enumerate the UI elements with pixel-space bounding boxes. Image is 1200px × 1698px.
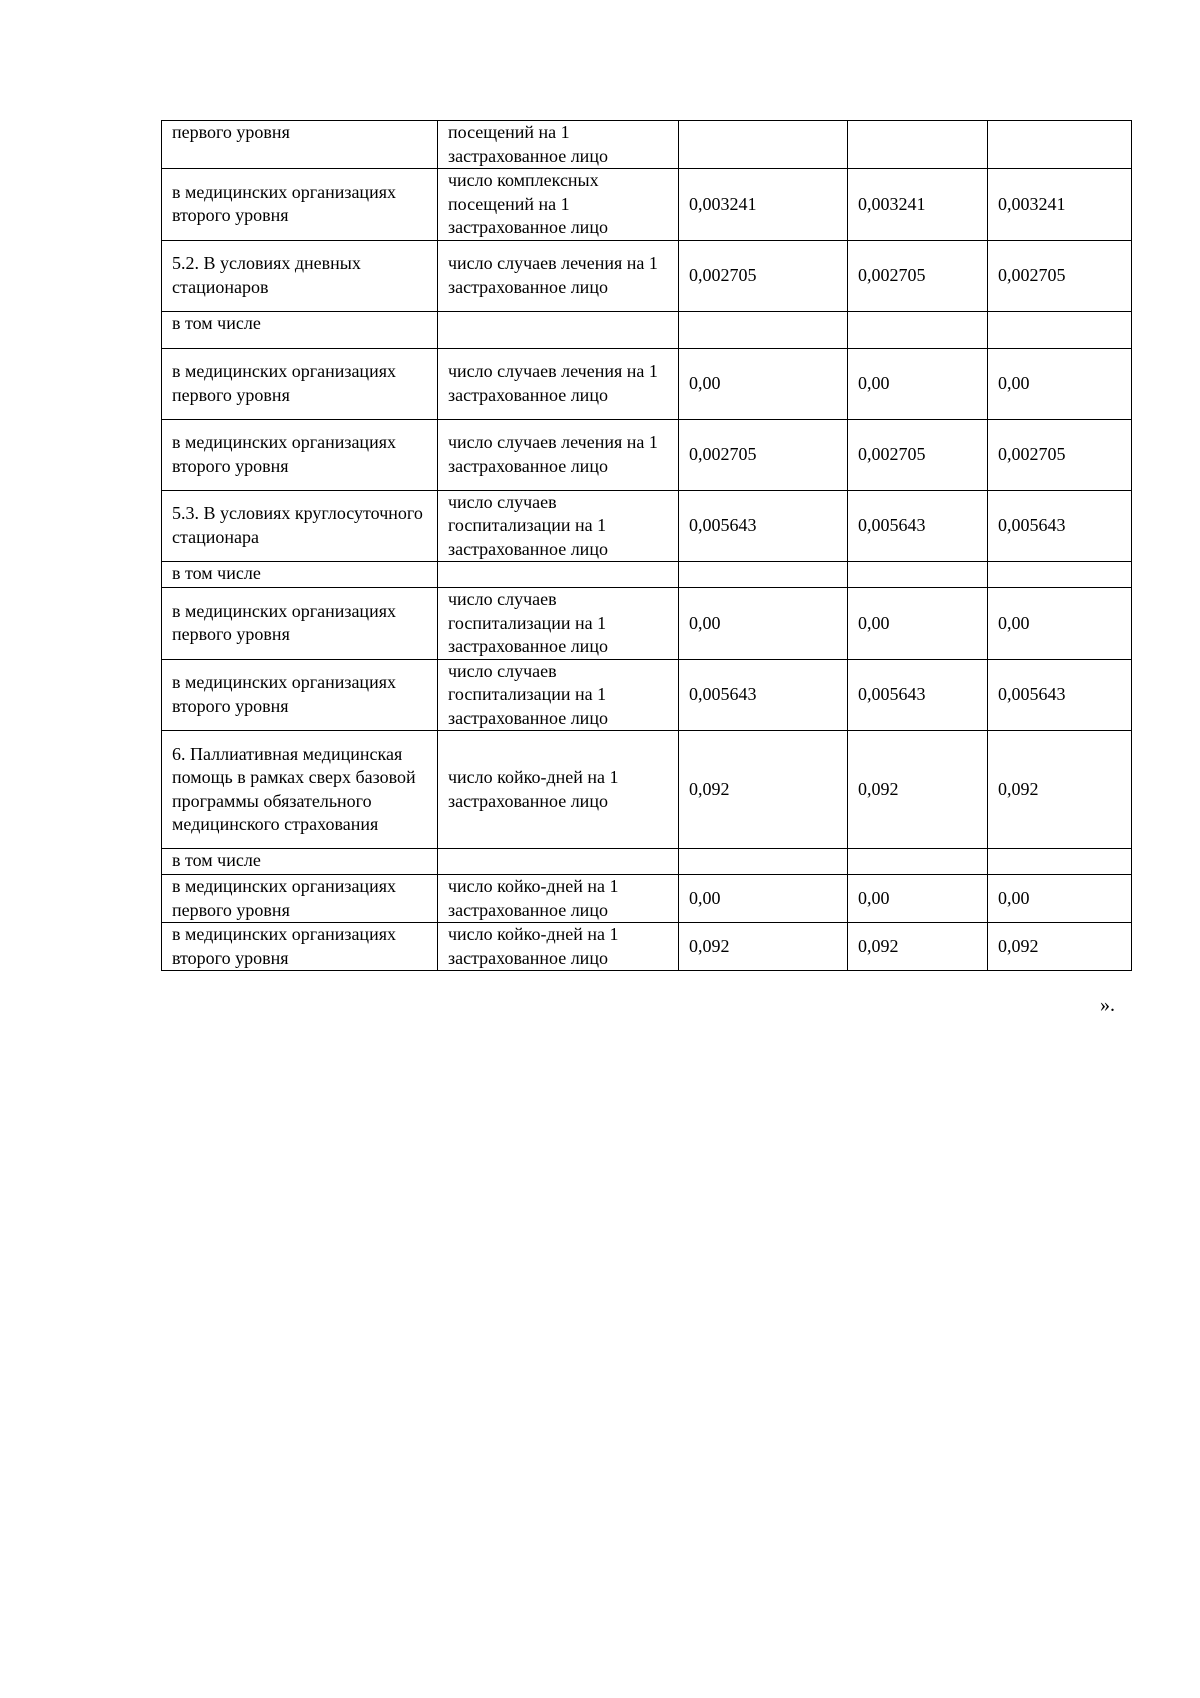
value-cell-year-2: 0,003241 (848, 169, 988, 241)
value-cell-year-1: 0,003241 (679, 169, 848, 241)
table-row (162, 311, 1132, 348)
value-cell-year-1: 0,092 (679, 923, 848, 971)
value-cell-year-3: 0,002705 (988, 419, 1132, 490)
value-cell-year-3: 0,092 (988, 731, 1132, 849)
value-cell-year-1: 0,005643 (679, 659, 848, 731)
value-cell-year-2: 0,00 (848, 875, 988, 923)
unit-of-measure-cell: число случаев госпитализации на 1 застрахованное лицо (438, 588, 679, 660)
table-row (162, 348, 1132, 419)
value-cell-year-3: 0,002705 (988, 240, 1132, 311)
unit-of-measure-cell: число случаев лечения на 1 застрахованное лицо (438, 419, 679, 490)
table-row (162, 923, 1132, 971)
value-cell-year-3: 0,00 (988, 348, 1132, 419)
table-row (162, 419, 1132, 490)
unit-of-measure-cell: посещений на 1 застрахованное лицо (438, 121, 679, 169)
indicators-table (161, 120, 1132, 971)
value-cell-year-2 (848, 311, 988, 348)
table-row (162, 659, 1132, 731)
indicator-name-cell: в медицинских организациях второго уровня (162, 923, 438, 971)
value-cell-year-3: 0,092 (988, 923, 1132, 971)
value-cell-year-2 (848, 121, 988, 169)
indicator-name-cell: в том числе (162, 849, 438, 875)
value-cell-year-3 (988, 311, 1132, 348)
table-row (162, 562, 1132, 588)
value-cell-year-2: 0,092 (848, 731, 988, 849)
value-cell-year-3 (988, 562, 1132, 588)
value-cell-year-3: 0,003241 (988, 169, 1132, 241)
value-cell-year-1 (679, 849, 848, 875)
unit-of-measure-cell: число случаев лечения на 1 застрахованное лицо (438, 240, 679, 311)
value-cell-year-3: 0,00 (988, 588, 1132, 660)
unit-of-measure-cell: число койко-дней на 1 застрахованное лицо (438, 923, 679, 971)
indicator-name-cell: первого уровня (162, 121, 438, 169)
value-cell-year-2: 0,002705 (848, 240, 988, 311)
value-cell-year-3: 0,00 (988, 875, 1132, 923)
value-cell-year-2: 0,005643 (848, 490, 988, 562)
unit-of-measure-cell: число случаев лечения на 1 застрахованное лицо (438, 348, 679, 419)
value-cell-year-2 (848, 562, 988, 588)
indicator-name-cell: в медицинских организациях первого уровня (162, 348, 438, 419)
unit-of-measure-cell: число комплексных посещений на 1 застрахованное лицо (438, 169, 679, 241)
value-cell-year-2: 0,005643 (848, 659, 988, 731)
table-row (162, 849, 1132, 875)
value-cell-year-2: 0,00 (848, 348, 988, 419)
value-cell-year-1 (679, 121, 848, 169)
value-cell-year-1 (679, 311, 848, 348)
indicator-name-cell: 6. Паллиативная медицинская помощь в рамках сверх базовой программы обязательного медицинского страхования (162, 731, 438, 849)
indicator-name-cell: 5.3. В условиях круглосуточного стационара (162, 490, 438, 562)
table-row (162, 490, 1132, 562)
table-body (162, 121, 1132, 971)
value-cell-year-2 (848, 849, 988, 875)
value-cell-year-3: 0,005643 (988, 490, 1132, 562)
unit-of-measure-cell: число случаев госпитализации на 1 застрахованное лицо (438, 659, 679, 731)
value-cell-year-3 (988, 121, 1132, 169)
unit-of-measure-cell (438, 311, 679, 348)
value-cell-year-1: 0,00 (679, 875, 848, 923)
indicator-name-cell: в том числе (162, 562, 438, 588)
unit-of-measure-cell (438, 562, 679, 588)
unit-of-measure-cell (438, 849, 679, 875)
value-cell-year-1: 0,00 (679, 588, 848, 660)
indicator-name-cell: 5.2. В условиях дневных стационаров (162, 240, 438, 311)
indicator-name-cell: в том числе (162, 311, 438, 348)
indicator-name-cell: в медицинских организациях второго уровня (162, 419, 438, 490)
indicator-name-cell: в медицинских организациях второго уровня (162, 169, 438, 241)
unit-of-measure-cell: число случаев госпитализации на 1 застрахованное лицо (438, 490, 679, 562)
table-row (162, 169, 1132, 241)
unit-of-measure-cell: число койко-дней на 1 застрахованное лицо (438, 875, 679, 923)
value-cell-year-1: 0,002705 (679, 419, 848, 490)
unit-of-measure-cell: число койко-дней на 1 застрахованное лицо (438, 731, 679, 849)
value-cell-year-2: 0,092 (848, 923, 988, 971)
value-cell-year-2: 0,002705 (848, 419, 988, 490)
indicator-name-cell: в медицинских организациях второго уровня (162, 659, 438, 731)
table-row (162, 588, 1132, 660)
value-cell-year-3 (988, 849, 1132, 875)
table-row (162, 121, 1132, 169)
indicator-name-cell: в медицинских организациях первого уровня (162, 875, 438, 923)
value-cell-year-1: 0,092 (679, 731, 848, 849)
table-row (162, 875, 1132, 923)
value-cell-year-1 (679, 562, 848, 588)
value-cell-year-1: 0,002705 (679, 240, 848, 311)
table-row (162, 731, 1132, 849)
value-cell-year-2: 0,00 (848, 588, 988, 660)
value-cell-year-3: 0,005643 (988, 659, 1132, 731)
table-row (162, 240, 1132, 311)
value-cell-year-1: 0,00 (679, 348, 848, 419)
indicator-name-cell: в медицинских организациях первого уровня (162, 588, 438, 660)
value-cell-year-1: 0,005643 (679, 490, 848, 562)
closing-quote-mark: ». (1100, 994, 1115, 1016)
